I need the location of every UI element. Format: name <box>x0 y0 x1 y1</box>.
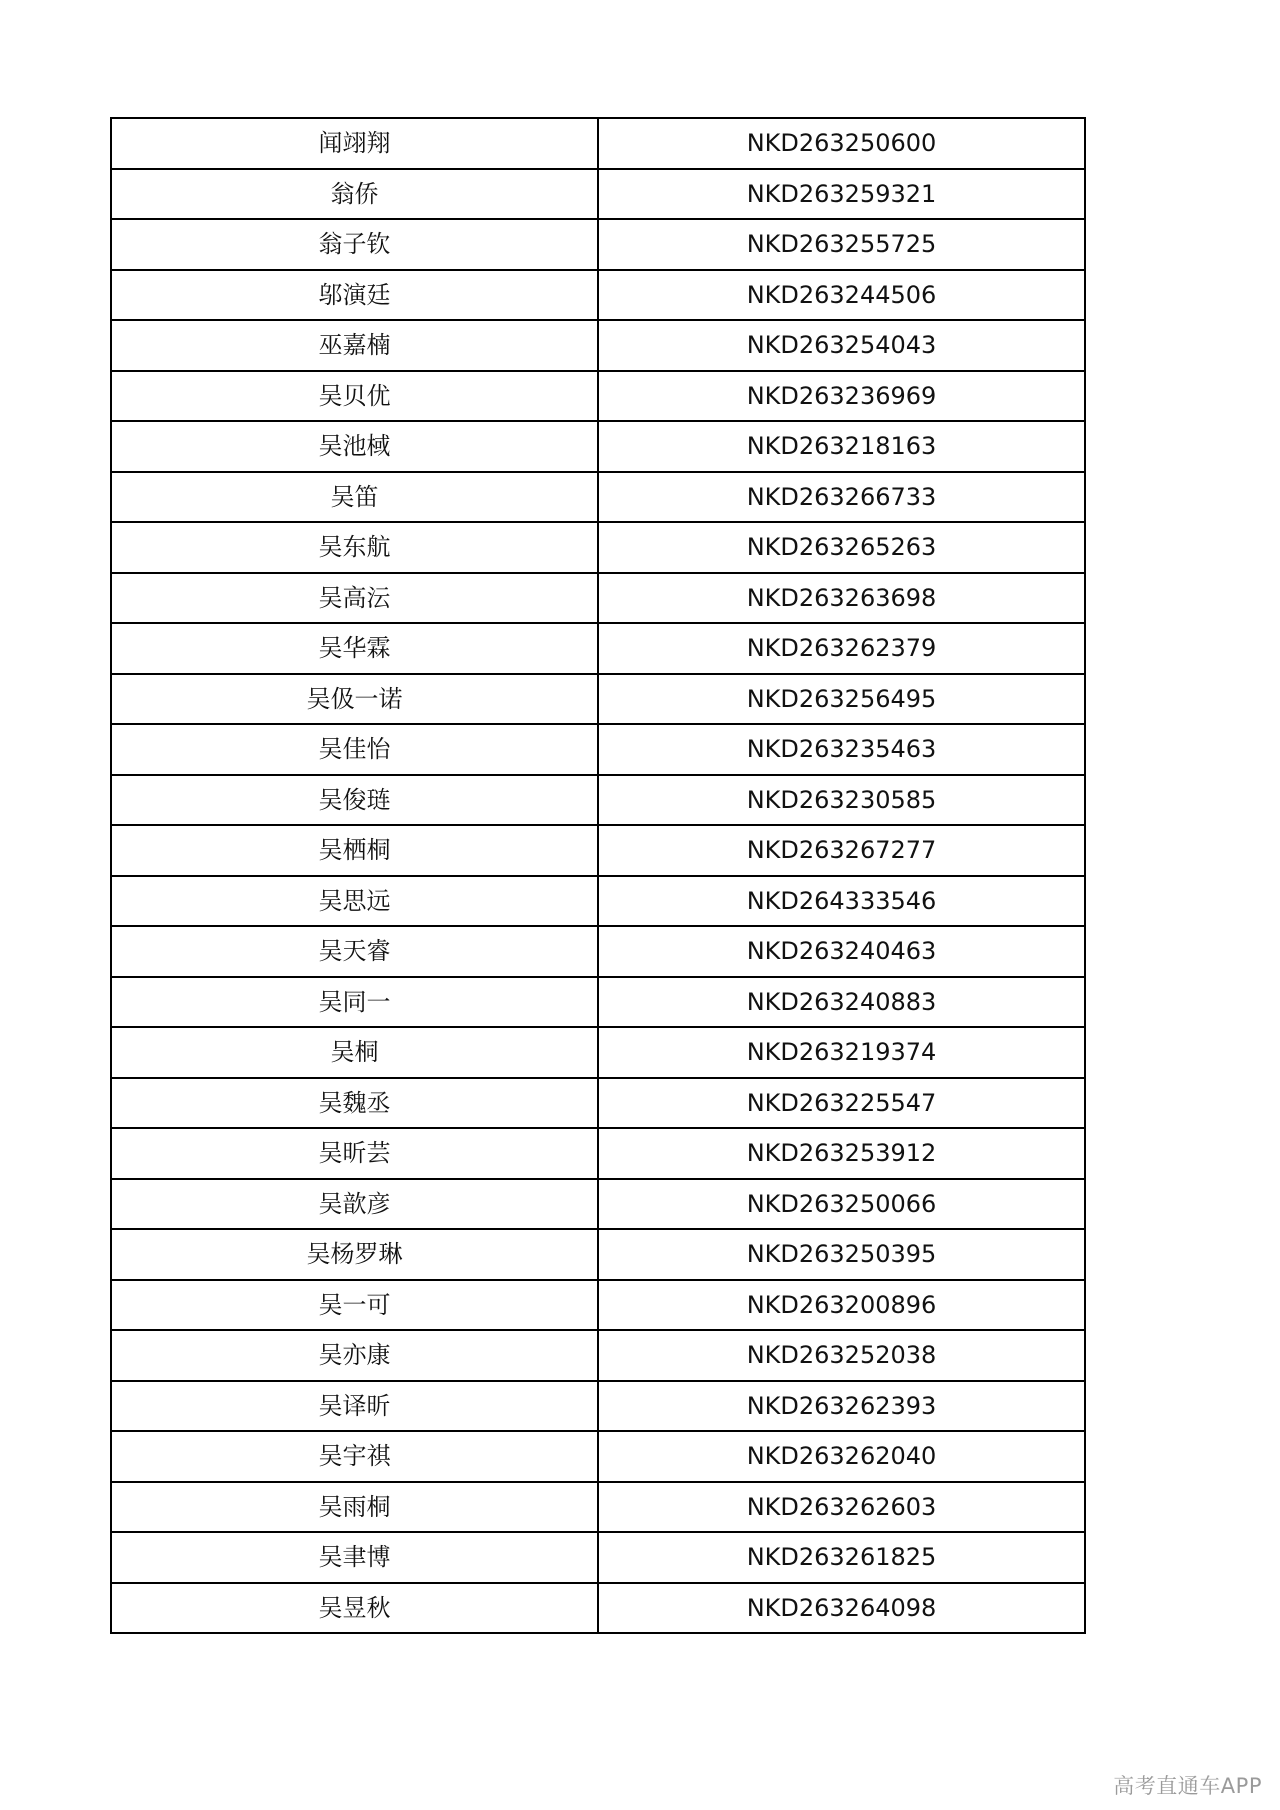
id-cell: NKD263252038 <box>598 1330 1085 1381</box>
table-row <box>111 1027 1085 1078</box>
name-cell: 吴聿博 <box>111 1532 598 1583</box>
id-cell: NKD263262603 <box>598 1482 1085 1533</box>
table-row <box>111 371 1085 422</box>
id-cell: NKD263262393 <box>598 1381 1085 1432</box>
id-cell: NKD263267277 <box>598 825 1085 876</box>
id-cell: NKD264333546 <box>598 876 1085 927</box>
table-row <box>111 169 1085 220</box>
id-cell: NKD263259321 <box>598 169 1085 220</box>
table-row <box>111 674 1085 725</box>
table-row <box>111 1431 1085 1482</box>
id-cell: NKD263250395 <box>598 1229 1085 1280</box>
id-cell: NKD263250066 <box>598 1179 1085 1230</box>
table-row <box>111 118 1085 169</box>
table-row <box>111 219 1085 270</box>
name-cell: 吴贝优 <box>111 371 598 422</box>
id-cell: NKD263266733 <box>598 472 1085 523</box>
table-row <box>111 623 1085 674</box>
name-cell: 吴笛 <box>111 472 598 523</box>
id-cell: NKD263261825 <box>598 1532 1085 1583</box>
id-cell: NKD263225547 <box>598 1078 1085 1129</box>
name-cell: 巫嘉楠 <box>111 320 598 371</box>
id-cell: NKD263240883 <box>598 977 1085 1028</box>
id-cell: NKD263265263 <box>598 522 1085 573</box>
table-row <box>111 977 1085 1028</box>
id-cell: NKD263254043 <box>598 320 1085 371</box>
name-cell: 闻翊翔 <box>111 118 598 169</box>
name-cell: 吴宇祺 <box>111 1431 598 1482</box>
table-row <box>111 421 1085 472</box>
id-cell: NKD263263698 <box>598 573 1085 624</box>
table-row <box>111 1229 1085 1280</box>
table-row <box>111 1583 1085 1634</box>
id-cell: NKD263200896 <box>598 1280 1085 1331</box>
name-cell: 吴华霖 <box>111 623 598 674</box>
id-cell: NKD263240463 <box>598 926 1085 977</box>
name-cell: 吴一可 <box>111 1280 598 1331</box>
id-cell: NKD263256495 <box>598 674 1085 725</box>
name-cell: 吴栖桐 <box>111 825 598 876</box>
table-row <box>111 1381 1085 1432</box>
name-cell: 吴昕芸 <box>111 1128 598 1179</box>
name-cell: 邬演廷 <box>111 270 598 321</box>
table-row <box>111 876 1085 927</box>
table-row <box>111 926 1085 977</box>
name-cell: 吴佳怡 <box>111 724 598 775</box>
id-cell: NKD263264098 <box>598 1583 1085 1634</box>
name-cell: 翁侨 <box>111 169 598 220</box>
id-cell: NKD263262040 <box>598 1431 1085 1482</box>
roster-table <box>110 117 1086 1634</box>
id-cell: NKD263255725 <box>598 219 1085 270</box>
name-cell: 吴桐 <box>111 1027 598 1078</box>
table-row <box>111 825 1085 876</box>
table-row <box>111 1179 1085 1230</box>
table-row <box>111 724 1085 775</box>
name-cell: 吴译昕 <box>111 1381 598 1432</box>
id-cell: NKD263230585 <box>598 775 1085 826</box>
table-row <box>111 320 1085 371</box>
name-cell: 吴同一 <box>111 977 598 1028</box>
table-row <box>111 472 1085 523</box>
table-row <box>111 1532 1085 1583</box>
id-cell: NKD263236969 <box>598 371 1085 422</box>
id-cell: NKD263218163 <box>598 421 1085 472</box>
table-row <box>111 573 1085 624</box>
table-row <box>111 522 1085 573</box>
watermark: 高考直通车APP <box>1113 1774 1262 1798</box>
name-cell: 吴池棫 <box>111 421 598 472</box>
name-cell: 吴杨罗琳 <box>111 1229 598 1280</box>
id-cell: NKD263250600 <box>598 118 1085 169</box>
table-row <box>111 1078 1085 1129</box>
name-cell: 吴雨桐 <box>111 1482 598 1533</box>
table-row <box>111 1482 1085 1533</box>
name-cell: 吴歆彦 <box>111 1179 598 1230</box>
table-row <box>111 775 1085 826</box>
name-cell: 吴高沄 <box>111 573 598 624</box>
name-cell: 吴昱秋 <box>111 1583 598 1634</box>
name-cell: 吴思远 <box>111 876 598 927</box>
id-cell: NKD263253912 <box>598 1128 1085 1179</box>
table-row <box>111 1280 1085 1331</box>
roster-table-body <box>111 118 1085 1633</box>
table-row <box>111 1128 1085 1179</box>
name-cell: 吴伋一诺 <box>111 674 598 725</box>
name-cell: 吴亦康 <box>111 1330 598 1381</box>
name-cell: 吴魏丞 <box>111 1078 598 1129</box>
name-cell: 翁子钦 <box>111 219 598 270</box>
id-cell: NKD263235463 <box>598 724 1085 775</box>
id-cell: NKD263219374 <box>598 1027 1085 1078</box>
id-cell: NKD263262379 <box>598 623 1085 674</box>
id-cell: NKD263244506 <box>598 270 1085 321</box>
name-cell: 吴俊琏 <box>111 775 598 826</box>
name-cell: 吴天睿 <box>111 926 598 977</box>
table-row <box>111 270 1085 321</box>
name-cell: 吴东航 <box>111 522 598 573</box>
table-row <box>111 1330 1085 1381</box>
